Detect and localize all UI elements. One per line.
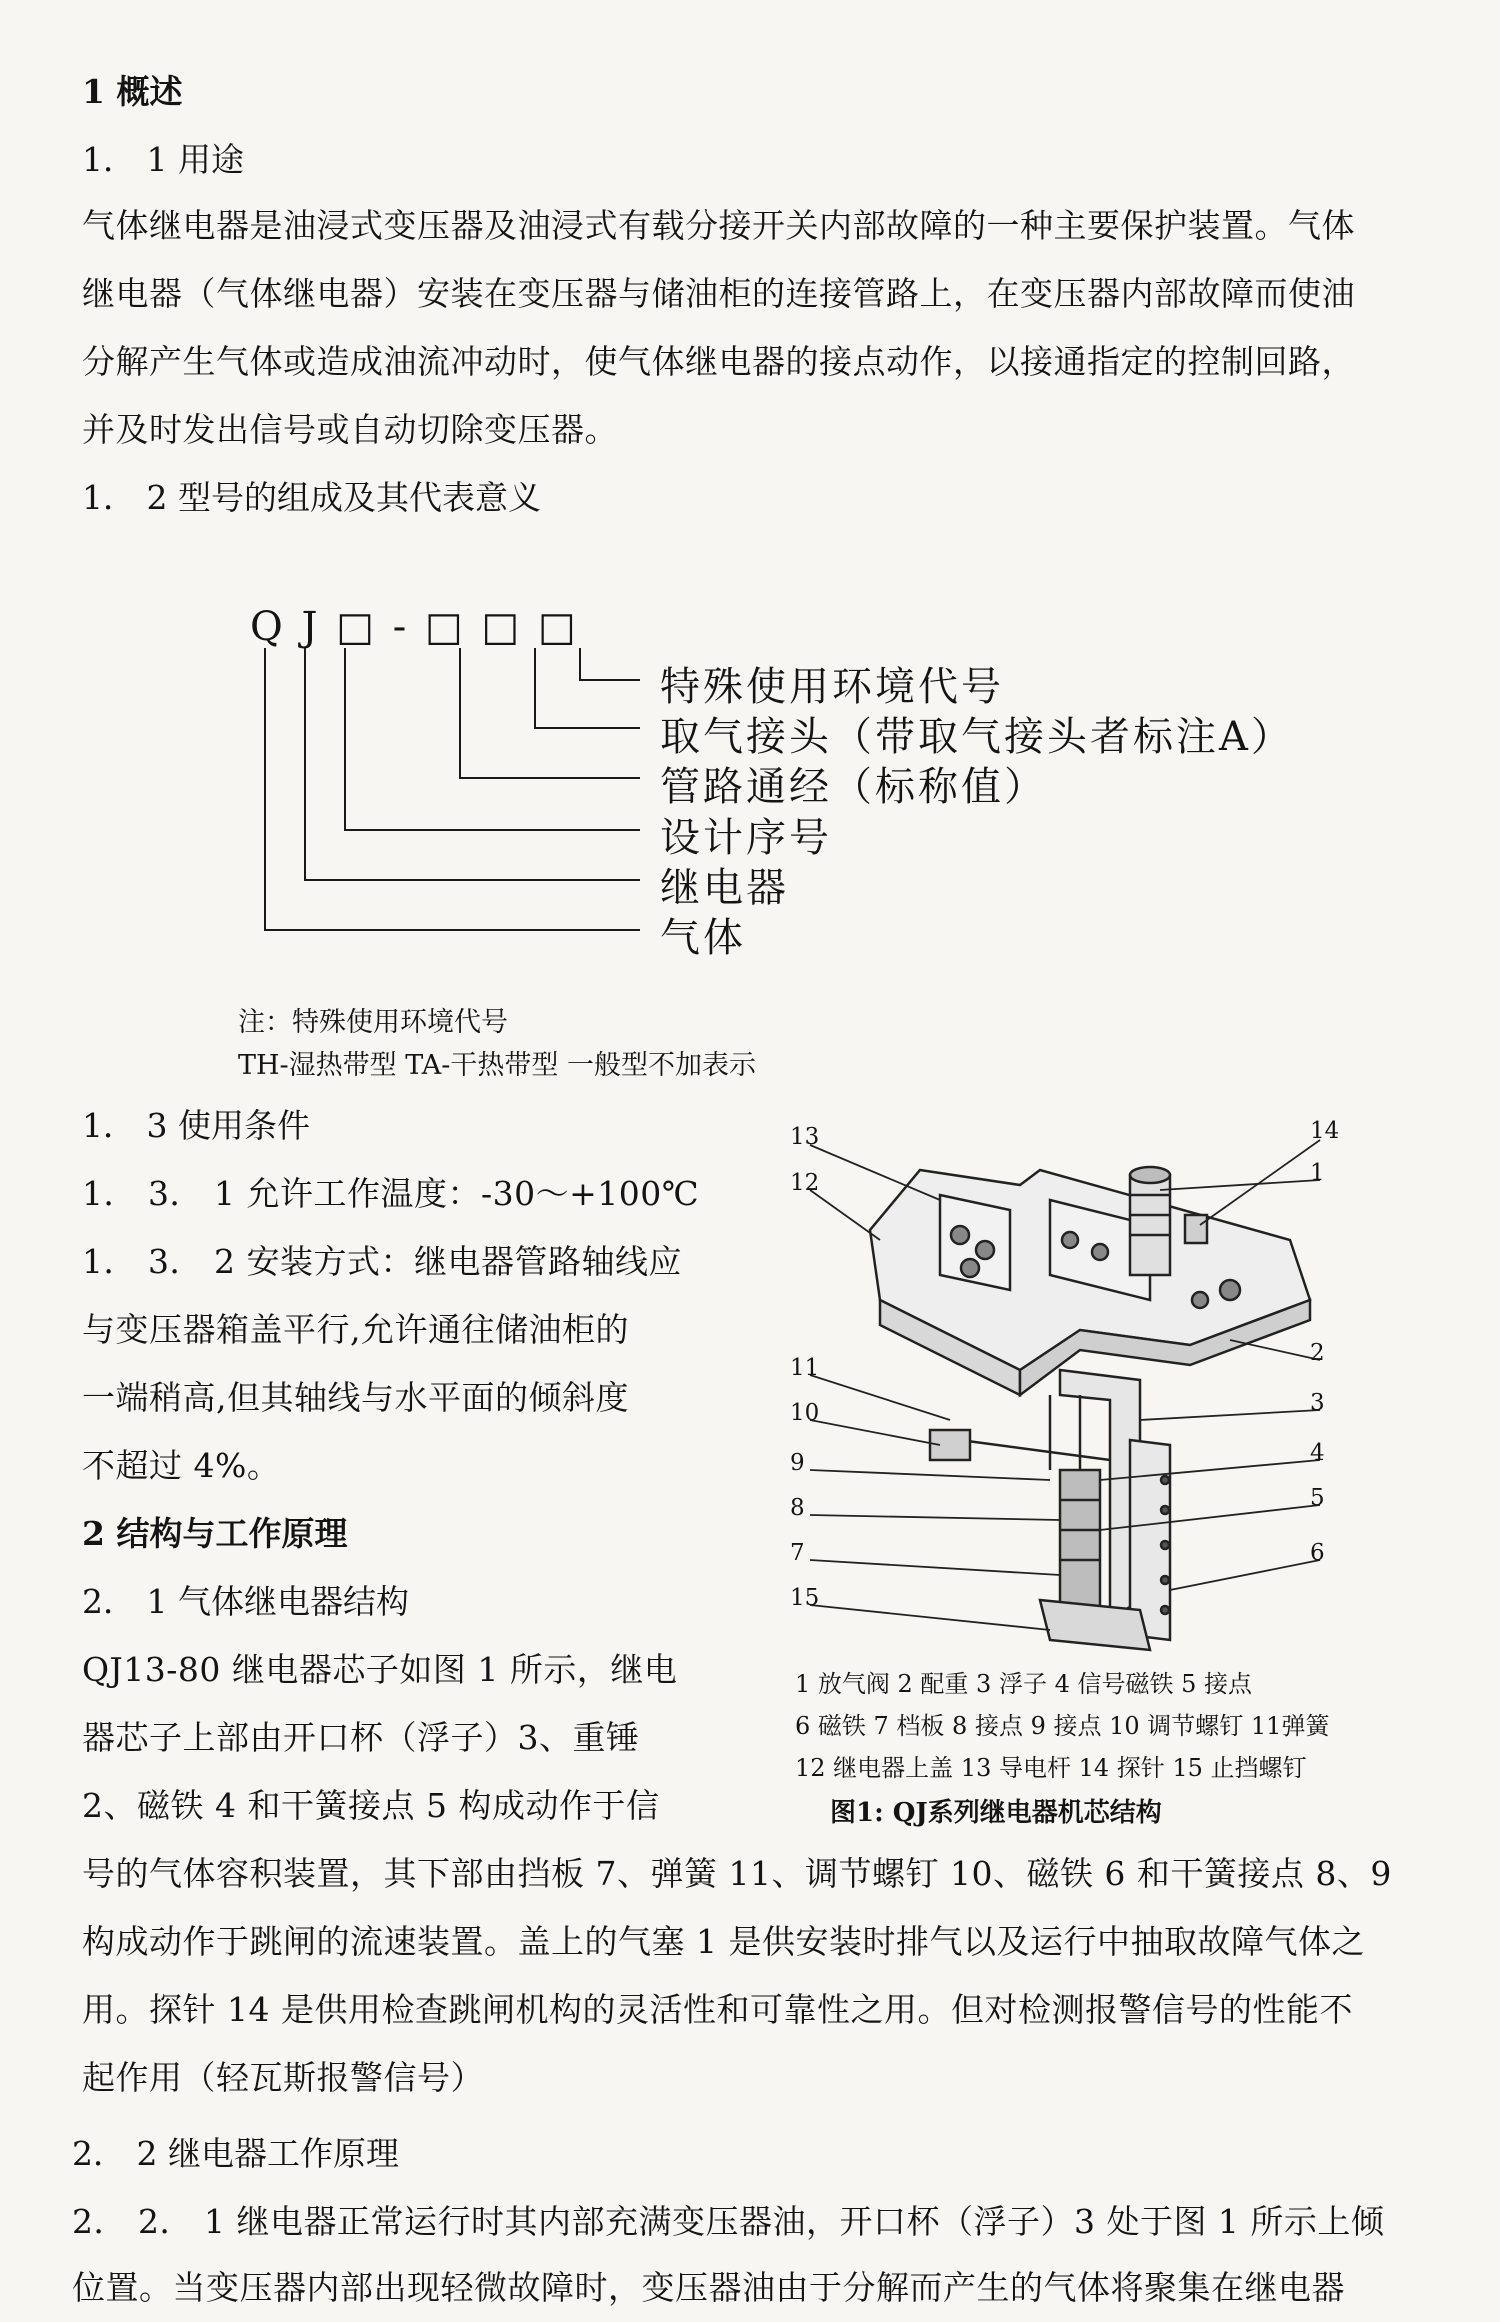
structure-line-1: QJ13-80 继电器芯子如图 1 所示，继电	[82, 1650, 678, 1689]
principle-line-2: 位置。当变压器内部出现轻微故障时，变压器油由于分解而产生的气体将聚集在继电器	[72, 2268, 1345, 2307]
structure-line-5: 构成动作于跳闸的流速装置。盖上的气塞 1 是供安装时排气以及运行中抽取故障气体之	[82, 1922, 1365, 1961]
para1-line-3: 分解产生气体或造成油流冲动时，使气体继电器的接点动作，以接通指定的控制回路，	[82, 342, 1355, 381]
structure-line-4: 号的气体容积装置，其下部由挡板 7、弹簧 11、调节螺钉 10、磁铁 6 和干簧接点 8、9	[82, 1854, 1392, 1893]
callout-12: 12	[790, 1170, 820, 1196]
callout-4: 4	[1310, 1440, 1325, 1466]
condition-line-5: 不超过 4%。	[82, 1446, 281, 1485]
callout-13: 13	[790, 1124, 820, 1150]
para1-line-1: 气体继电器是油浸式变压器及油浸式有载分接开关内部故障的一种主要保护装置。气体	[82, 206, 1355, 245]
model-code: Q J □ - □ □ □	[250, 604, 579, 650]
callout-11: 11	[790, 1355, 820, 1381]
condition-line-1: 1． 3． 1 允许工作温度：-30～+100℃	[82, 1174, 700, 1213]
callout-10: 10	[790, 1400, 820, 1426]
section-2-heading: 2 结构与工作原理	[82, 1514, 348, 1553]
callout-3: 3	[1310, 1390, 1325, 1416]
model-label-design-number: 设计序号	[660, 815, 832, 861]
callout-9: 9	[790, 1450, 805, 1476]
para1-line-4: 并及时发出信号或自动切除变压器。	[82, 410, 618, 449]
model-note-title: 注：特殊使用环境代号	[238, 1007, 508, 1038]
figure-legend-line-1: 1 放气阀 2 配重 3 浮子 4 信号磁铁 5 接点	[795, 1670, 1253, 1698]
condition-line-4: 一端稍高,但其轴线与水平面的倾斜度	[82, 1378, 629, 1417]
condition-line-2: 1． 3． 2 安装方式：继电器管路轴线应	[82, 1242, 682, 1281]
model-label-relay: 继电器	[660, 865, 789, 911]
section-1-2-heading: 1． 2 型号的组成及其代表意义	[82, 478, 541, 517]
callout-7: 7	[790, 1540, 805, 1566]
figure-caption: 图1: QJ系列继电器机芯结构	[830, 1798, 1162, 1828]
model-label-pipe-diameter: 管路通经（标称值）	[660, 764, 1047, 810]
para1-line-2: 继电器（气体继电器）安装在变压器与储油柜的连接管路上，在变压器内部故障而使油	[82, 274, 1355, 313]
callout-6: 6	[1310, 1540, 1325, 1566]
structure-line-2: 器芯子上部由开口杯（浮子）3、重锤	[82, 1718, 640, 1757]
model-label-gas-joint: 取气接头（带取气接头者标注A）	[660, 714, 1294, 760]
condition-line-3: 与变压器箱盖平行,允许通往储油柜的	[82, 1310, 629, 1349]
model-label-gas: 气体	[660, 915, 746, 961]
principle-line-1: 2． 2． 1 继电器正常运行时其内部充满变压器油，开口杯（浮子）3 处于图 1 所示上倾	[72, 2202, 1385, 2241]
section-2-2-heading: 2． 2 继电器工作原理	[72, 2134, 399, 2173]
model-note-line: TH-湿热带型 TA-干热带型 一般型不加表示	[238, 1050, 756, 1081]
callout-5: 5	[1310, 1485, 1325, 1511]
structure-line-6: 用。探针 14 是供用检查跳闸机构的灵活性和可靠性之用。但对检测报警信号的性能不	[82, 1990, 1353, 2029]
section-1-heading: 1 概述	[82, 72, 183, 111]
callout-8: 8	[790, 1495, 805, 1521]
section-1-3-heading: 1． 3 使用条件	[82, 1106, 310, 1145]
section-1-1-heading: 1． 1 用途	[82, 140, 244, 179]
structure-line-7: 起作用（轻瓦斯报警信号）	[82, 2058, 484, 2097]
figure-legend-line-2: 6 磁铁 7 档板 8 接点 9 接点 10 调节螺钉 11弹簧	[795, 1712, 1330, 1740]
figure-legend-line-3: 12 继电器上盖 13 导电杆 14 探针 15 止挡螺钉	[795, 1754, 1307, 1782]
structure-line-3: 2、磁铁 4 和干簧接点 5 构成动作于信	[82, 1786, 660, 1825]
model-label-environment: 特殊使用环境代号	[660, 664, 1004, 710]
callout-14: 14	[1310, 1118, 1340, 1144]
section-2-1-heading: 2． 1 气体继电器结构	[82, 1582, 409, 1621]
callout-1: 1	[1310, 1160, 1325, 1186]
callout-15: 15	[790, 1585, 820, 1611]
callout-2: 2	[1310, 1340, 1325, 1366]
